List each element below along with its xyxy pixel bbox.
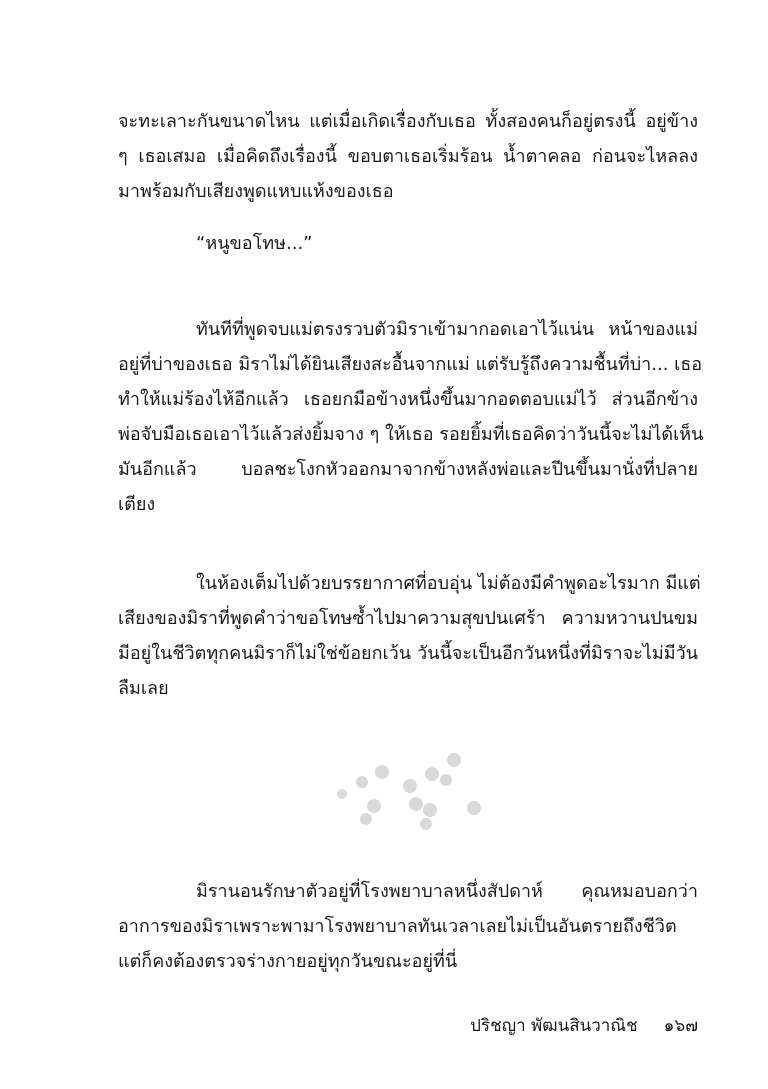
text-line: มีอยู่ในชีวิตทุกคนมิราก็ไม่ใช่ข้อยกเว้น วันนี้จะเป็นอีกวันหนึ่งที่มิราจะไม่มีวัน [118, 643, 698, 664]
text-line: เสียงของมิราที่พูดคำว่าขอโทษซ้ำไปมาความสุขปนเศร้า ความหวานปนขม [118, 608, 698, 629]
page-footer [118, 1012, 698, 1039]
paragraph-4 [118, 566, 701, 706]
text-line: มันอีกแล้ว บอลชะโงกหัวออกมาจากข้างหลังพ่อและปีนขึ้นมานั่งที่ปลาย [118, 459, 698, 480]
text-line: พ่อจับมือเธอเอาไว้แล้วส่งยิ้มจาง ๆ ให้เธอ รอยยิ้มที่เธอคิดว่าวันนี้จะไม่ได้เห็น [118, 424, 704, 445]
text-line: มิรานอนรักษาตัวอยู่ที่โรงพยาบาลหนึ่งสัปดาห์ คุณหมอบอกว่า [196, 881, 698, 902]
text-line: ๆ เธอเสมอ เมื่อคิดถึงเรื่องนี้ ขอบตาเธอเริ่มร้อน น้ำตาคลอ ก่อนจะไหลลง [118, 146, 698, 167]
text-line: ในห้องเต็มไปด้วยบรรยากาศที่อบอุ่น ไม่ต้องมีคำพูดอะไรมาก มีแต่ [196, 573, 701, 594]
text-line: อยู่ที่บ่าของเธอ มิราไม่ได้ยินเสียงสะอื้นจากแม่ แต่รับรู้ถึงความชื้นที่บ่า... เธอ [118, 354, 703, 375]
text-line: เตียง [118, 494, 156, 515]
paragraph-1 [118, 104, 698, 209]
page-number: ๑๖๗ [663, 1016, 698, 1036]
text-line: ทำให้แม่ร้องไห้อีกแล้ว เธอยกมือข้างหนึ่งขึ้นมากอดตอบแม่ไว้ ส่วนอีกข้าง [118, 389, 698, 410]
text-line: ลืมเลย [118, 678, 169, 699]
text-line: มาพร้อมกับเสียงพูดแหบแห้งของเธอ [118, 181, 394, 202]
paragraph-3 [118, 312, 704, 522]
scattered-circles-ornament-icon [330, 744, 490, 834]
text-line: แต่ก็คงต้องตรวจร่างกายอยู่ทุกวันขณะอยู่ที่นี่ [118, 951, 458, 972]
text-line: อาการของมิราเพราะพามาโรงพยาบาลทันเวลาเลยไม่เป็นอันตรายถึงชีวิต [118, 916, 677, 937]
text-line: ทันทีที่พูดจบแม่ตรงรวบตัวมิราเข้ามากอดเอาไว้แน่น หน้าของแม่ [196, 319, 698, 340]
dialogue-line: “หนูขอโทษ...” [196, 233, 313, 254]
text-line: จะทะเลาะกันขนาดไหน แต่เมื่อเกิดเรื่องกับเธอ ทั้งสองคนก็อยู่ตรงนี้ อยู่ข้าง [118, 111, 698, 132]
author-name: ปริชญา พัฒนสินวาณิช [470, 1016, 638, 1036]
dialogue-paragraph [196, 226, 768, 261]
paragraph-5 [118, 874, 698, 979]
